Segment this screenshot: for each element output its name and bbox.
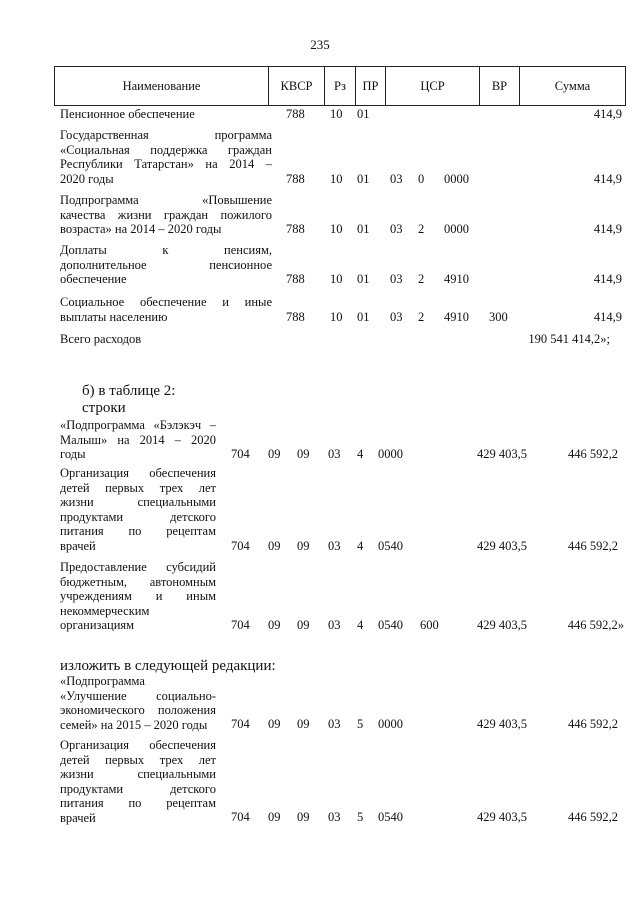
table2-row-0-rz: 09 bbox=[268, 447, 281, 461]
section-b-subtitle: строки bbox=[82, 400, 126, 416]
table2-row-1-csr3: 0540 bbox=[378, 539, 403, 553]
table2-row-2-name: Предоставление субсидий бюджетным, автономным учреждениям и иным некоммерческим организациям bbox=[60, 560, 216, 632]
table3-row-1-name: Организация обеспечения детей первых трех лет жизни специальными продуктами детского питания по рецептам врачей bbox=[60, 738, 216, 825]
table1-row-3-rz: 10 bbox=[330, 272, 343, 286]
table1-row-2-sum: 414,9 bbox=[593, 222, 622, 236]
table2-row-0-csr2: 4 bbox=[357, 447, 364, 461]
table1-row-3-pr: 01 bbox=[357, 272, 370, 286]
table3-row-1-rz: 09 bbox=[268, 810, 281, 824]
table2-row-1-sum1: 429 403,5 bbox=[477, 539, 527, 553]
table3-row-0-sum2: 446 592,2 bbox=[568, 717, 618, 731]
table1-row-4-vr: 300 bbox=[489, 310, 508, 324]
table2-row-2-rz: 09 bbox=[268, 618, 281, 632]
table1-row-4-name: Социальное обеспечение и иные выплаты населению bbox=[60, 295, 272, 324]
table1-row-0-sum: 414,9 bbox=[593, 107, 622, 121]
table1-row-0-rz: 10 bbox=[330, 107, 343, 121]
table2-row-1-rz: 09 bbox=[268, 539, 281, 553]
table2-row-2-sum2: 446 592,2» bbox=[567, 618, 624, 632]
table3-row-1-csr2: 5 bbox=[357, 810, 364, 824]
table1-row-4-csr3: 4910 bbox=[444, 310, 469, 324]
table1-row-4-csr1: 03 bbox=[390, 310, 403, 324]
table1-row-2-csr1: 03 bbox=[390, 222, 403, 236]
table2-row-0-name: «Подпрограмма «Бэлэкэч – Малыш» на 2014 – 2020 годы bbox=[60, 418, 216, 461]
table2-row-2-kvsr: 704 bbox=[231, 618, 250, 632]
table2-row-0-csr3: 0000 bbox=[378, 447, 403, 461]
header-vr: ВР bbox=[480, 67, 520, 105]
table1-row-1-sum: 414,9 bbox=[593, 172, 622, 186]
table1-row-1-csr1: 03 bbox=[390, 172, 403, 186]
table1-row-3-name: Доплаты к пенсиям, дополнительное пенсионное обеспечение bbox=[60, 243, 272, 286]
table1-row-0-kvsr: 788 bbox=[286, 107, 305, 121]
table1-row-4-csr2: 2 bbox=[418, 310, 425, 324]
header-sum: Сумма bbox=[554, 79, 591, 93]
table1-row-1-rz: 10 bbox=[330, 172, 343, 186]
table2-row-0-kvsr: 704 bbox=[231, 447, 250, 461]
table1-row-2-csr2: 2 bbox=[418, 222, 425, 236]
table3-row-0-kvsr: 704 bbox=[231, 717, 250, 731]
header-rz: Рз bbox=[325, 67, 356, 105]
table3-row-0-csr2: 5 bbox=[357, 717, 364, 731]
table2-row-1-name: Организация обеспечения детей первых трех лет жизни специальными продуктами детского питания по рецептам врачей bbox=[60, 466, 216, 553]
table3-row-1-pr: 09 bbox=[297, 810, 310, 824]
table1-row-0-pr: 01 bbox=[357, 107, 370, 121]
header-csr: ЦСР bbox=[386, 67, 480, 105]
table1-row-3-sum: 414,9 bbox=[593, 272, 622, 286]
table3-row-1-kvsr: 704 bbox=[231, 810, 250, 824]
table2-row-2-sum1: 429 403,5 bbox=[477, 618, 527, 632]
table1-row-1-pr: 01 bbox=[357, 172, 370, 186]
table1-row-2-kvsr: 788 bbox=[286, 222, 305, 236]
table3-row-0-name: «Подпрограмма «Улучшение социально- экономического положения семей» на 2015 – 2020 годы bbox=[60, 674, 216, 732]
header-name: Наименование bbox=[55, 67, 269, 105]
table3-row-0-csr1: 03 bbox=[328, 717, 341, 731]
total-label: Всего расходов bbox=[60, 332, 142, 346]
table1-row-1-kvsr: 788 bbox=[286, 172, 305, 186]
table1-row-4-sum: 414,9 bbox=[593, 310, 622, 324]
table3-row-0-rz: 09 bbox=[268, 717, 281, 731]
section-new-title: изложить в следующей редакции: bbox=[60, 658, 276, 674]
table1-row-4-kvsr: 788 bbox=[286, 310, 305, 324]
table2-row-0-csr1: 03 bbox=[328, 447, 341, 461]
table2-row-2-csr3: 0540 bbox=[378, 618, 403, 632]
table1-row-3-csr2: 2 bbox=[418, 272, 425, 286]
table1-row-3-csr1: 03 bbox=[390, 272, 403, 286]
header-pr: ПР bbox=[356, 67, 386, 105]
table1-row-4-rz: 10 bbox=[330, 310, 343, 324]
table2-row-1-kvsr: 704 bbox=[231, 539, 250, 553]
table-header bbox=[54, 66, 626, 106]
table1-row-3-csr3: 4910 bbox=[444, 272, 469, 286]
table2-row-1-sum2: 446 592,2 bbox=[568, 539, 618, 553]
table3-row-1-csr1: 03 bbox=[328, 810, 341, 824]
table2-row-1-csr2: 4 bbox=[357, 539, 364, 553]
table2-row-0-pr: 09 bbox=[297, 447, 310, 461]
table2-row-2-csr1: 03 bbox=[328, 618, 341, 632]
table3-row-0-csr3: 0000 bbox=[378, 717, 403, 731]
table3-row-1-csr3: 0540 bbox=[378, 810, 403, 824]
table1-row-2-csr3: 0000 bbox=[444, 222, 469, 236]
page-number: 235 bbox=[310, 37, 330, 52]
table2-row-2-csr2: 4 bbox=[357, 618, 364, 632]
table1-row-1-csr2: 0 bbox=[418, 172, 425, 186]
table1-row-1-csr3: 0000 bbox=[444, 172, 469, 186]
total-value: 190 541 414,2»; bbox=[528, 332, 610, 346]
table1-row-3-kvsr: 788 bbox=[286, 272, 305, 286]
table1-row-2-pr: 01 bbox=[357, 222, 370, 236]
section-b-title: б) в таблице 2: bbox=[82, 383, 176, 399]
table2-row-0-sum1: 429 403,5 bbox=[477, 447, 527, 461]
table3-row-0-pr: 09 bbox=[297, 717, 310, 731]
table2-row-2-vr: 600 bbox=[420, 618, 439, 632]
table2-row-2-pr: 09 bbox=[297, 618, 310, 632]
table1-row-2-rz: 10 bbox=[330, 222, 343, 236]
table2-row-1-csr1: 03 bbox=[328, 539, 341, 553]
table1-row-2-name: Подпрограмма «Повышение качества жизни граждан пожилого возраста» на 2014 – 2020 годы bbox=[60, 193, 272, 236]
table1-row-4-pr: 01 bbox=[357, 310, 370, 324]
table2-row-1-pr: 09 bbox=[297, 539, 310, 553]
table3-row-1-sum1: 429 403,5 bbox=[477, 810, 527, 824]
header-kvsr: КВСР bbox=[269, 67, 325, 105]
table3-row-0-sum1: 429 403,5 bbox=[477, 717, 527, 731]
table1-row-1-name: Государственная программа «Социальная поддержка граждан Республики Татарстан» на 2014 – 2020 годы bbox=[60, 128, 272, 186]
table3-row-1-sum2: 446 592,2 bbox=[568, 810, 618, 824]
table2-row-0-sum2: 446 592,2 bbox=[568, 447, 618, 461]
table1-row-0-name: Пенсионное обеспечение bbox=[60, 107, 195, 121]
